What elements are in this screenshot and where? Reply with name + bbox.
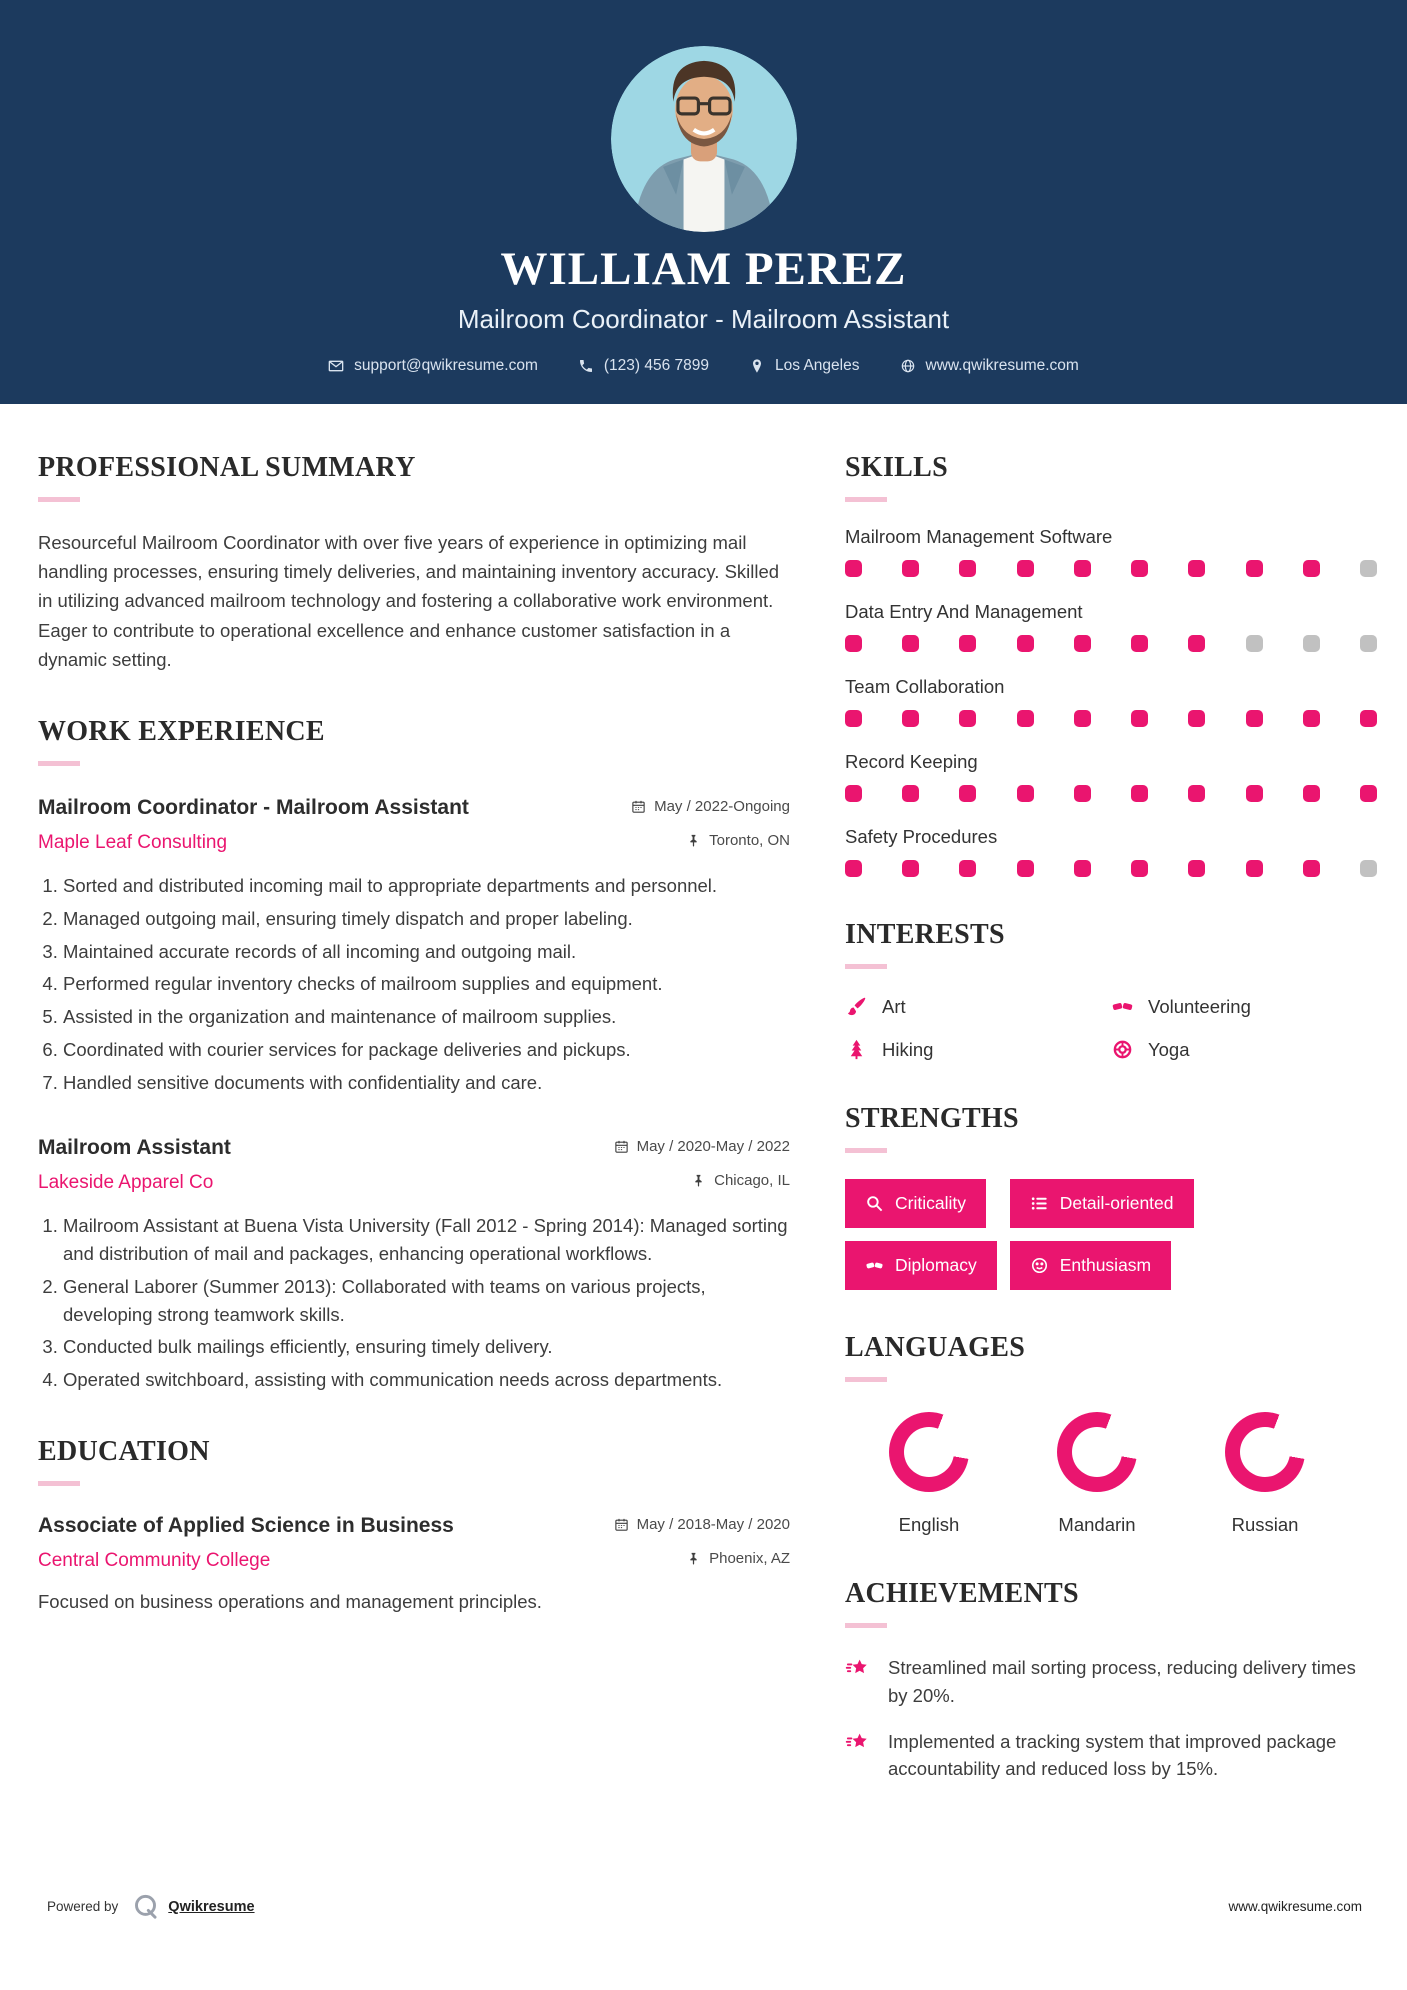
left-column <box>38 452 790 1825</box>
rating-dot-filled <box>1074 635 1091 652</box>
rating-dot-empty <box>1360 860 1377 877</box>
language-item <box>1181 1412 1349 1536</box>
rating-dot-filled <box>1131 710 1148 727</box>
pushpin-icon <box>691 1173 706 1188</box>
phone-icon <box>578 358 594 374</box>
heading-underline <box>38 497 80 502</box>
language-label: English <box>898 1514 960 1535</box>
language-label: Russian <box>1231 1514 1299 1535</box>
lifebuoy-icon <box>1111 1038 1134 1061</box>
heading-underline <box>38 761 80 766</box>
strength-chip <box>845 1179 986 1228</box>
rating-dot-filled <box>1074 785 1091 802</box>
contact-website[interactable] <box>900 357 1079 375</box>
achievement-text: Implemented a tracking system that improved package accountability and reduced loss by 15%. <box>888 1730 1337 1780</box>
skill-name: Record Keeping <box>845 751 978 772</box>
job-entry <box>38 1136 790 1394</box>
avatar <box>611 46 797 232</box>
rating-dot-filled <box>959 785 976 802</box>
job-title: Mailroom Coordinator - Mailroom Assistant <box>38 796 469 820</box>
rating-dot-filled <box>1303 785 1320 802</box>
skill-name: Mailroom Management Software <box>845 526 1113 547</box>
education-description: Focused on business operations and management principles. <box>38 1590 542 1612</box>
section-skills <box>845 452 1377 877</box>
education-location <box>686 1550 790 1567</box>
rating-dot-filled <box>845 710 862 727</box>
skill-rating <box>845 785 1377 802</box>
skill-item <box>845 601 1377 652</box>
job-location-text: Toronto, ON <box>709 832 790 850</box>
rating-dot-filled <box>845 560 862 577</box>
qwikresume-logo-icon <box>132 1893 159 1920</box>
experience-heading: WORK EXPERIENCE <box>38 716 325 748</box>
contact-location-text: Los Angeles <box>775 357 860 374</box>
rating-dot-filled <box>1074 710 1091 727</box>
language-progress-arc <box>1225 1412 1305 1492</box>
job-dates-text: May / 2022-Ongoing <box>654 798 790 816</box>
education-dates <box>614 1516 790 1533</box>
section-languages <box>845 1332 1377 1536</box>
rating-dot-filled <box>959 710 976 727</box>
rating-dot-filled <box>1360 785 1377 802</box>
rating-dot-filled <box>845 860 862 877</box>
rating-dot-empty <box>1360 560 1377 577</box>
job-bullet: 6. Coordinated with courier services for package deliveries and pickups. <box>63 1036 790 1064</box>
interest-item <box>1111 1038 1377 1061</box>
strength-chip <box>845 1241 997 1290</box>
interest-item <box>1111 995 1377 1018</box>
section-interests <box>845 919 1377 1061</box>
skill-rating <box>845 635 1377 652</box>
rating-dot-filled <box>1017 860 1034 877</box>
rating-dot-filled <box>1017 710 1034 727</box>
right-column <box>845 452 1377 1825</box>
candidate-name: WILLIAM PEREZ <box>500 243 907 295</box>
heading-underline <box>38 1481 80 1486</box>
pushpin-icon <box>686 1551 701 1566</box>
rating-dot-filled <box>959 860 976 877</box>
rating-dot-filled <box>1188 860 1205 877</box>
skill-rating <box>845 860 1377 877</box>
job-entry <box>38 796 790 1096</box>
heading-underline <box>845 497 887 502</box>
section-education <box>38 1436 790 1616</box>
strength-label: Detail-oriented <box>1059 1193 1174 1213</box>
rating-dot-empty <box>1303 635 1320 652</box>
education-heading: EDUCATION <box>38 1435 210 1467</box>
candidate-job-title: Mailroom Coordinator - Mailroom Assistant <box>457 304 950 334</box>
job-dates <box>614 1138 790 1155</box>
job-bullet: 2. General Laborer (Summer 2013): Collaborated with teams on various projects, developing strong teamwork skills. <box>63 1273 790 1329</box>
smiley-icon <box>1030 1256 1049 1275</box>
rating-dot-filled <box>902 785 919 802</box>
achievement-text: Streamlined mail sorting process, reducing delivery times by 20%. <box>888 1657 1356 1706</box>
job-bullet: 5. Assisted in the organization and maintenance of mailroom supplies. <box>63 1003 790 1031</box>
calendar-icon <box>631 799 646 814</box>
job-location-text: Chicago, IL <box>714 1172 790 1190</box>
interest-item <box>845 995 1111 1018</box>
job-bullet-list <box>38 1212 790 1394</box>
strength-chip <box>1010 1241 1171 1290</box>
rating-dot-filled <box>1360 710 1377 727</box>
job-location <box>691 1172 790 1189</box>
language-item <box>1013 1412 1181 1536</box>
contact-email[interactable] <box>328 357 538 375</box>
calendar-icon <box>614 1139 629 1154</box>
rating-dot-filled <box>902 635 919 652</box>
rating-dot-filled <box>1246 785 1263 802</box>
heading-underline <box>845 1148 887 1153</box>
job-bullet-list <box>38 872 790 1096</box>
summary-heading: PROFESSIONAL SUMMARY <box>38 452 416 483</box>
rating-dot-filled <box>1188 560 1205 577</box>
skill-item <box>845 751 1377 802</box>
strengths-heading: STRENGTHS <box>845 1103 1019 1134</box>
strength-label: Criticality <box>895 1193 966 1213</box>
shooting-star-icon <box>845 1730 872 1757</box>
rating-dot-empty <box>1360 635 1377 652</box>
handshake-icon <box>865 1256 884 1275</box>
rating-dot-filled <box>1131 860 1148 877</box>
footer-website[interactable]: www.qwikresume.com <box>1228 1899 1362 1914</box>
contact-email-text: support@qwikresume.com <box>354 357 538 374</box>
strength-chip <box>1010 1179 1194 1228</box>
rating-dot-filled <box>959 635 976 652</box>
rating-dot-filled <box>1246 710 1263 727</box>
tree-icon <box>845 1038 868 1061</box>
heading-underline <box>845 1623 887 1628</box>
contact-row <box>328 357 1079 375</box>
job-title: Mailroom Assistant <box>38 1136 231 1160</box>
section-professional-summary <box>38 452 790 674</box>
globe-icon <box>900 358 916 374</box>
magnifier-icon <box>865 1194 884 1213</box>
language-progress-arc <box>1057 1412 1137 1492</box>
job-dates-text: May / 2020-May / 2022 <box>636 1138 790 1156</box>
rating-dot-filled <box>1131 635 1148 652</box>
rating-dot-filled <box>1188 710 1205 727</box>
education-location-text: Phoenix, AZ <box>709 1549 790 1567</box>
contact-phone-text: (123) 456 7899 <box>603 357 710 374</box>
header-banner <box>0 0 1407 404</box>
envelope-icon <box>328 358 344 374</box>
achievement-item <box>845 1654 1377 1710</box>
rating-dot-filled <box>1017 635 1034 652</box>
section-work-experience <box>38 716 790 1394</box>
job-bullet: 3. Maintained accurate records of all incoming and outgoing mail. <box>63 938 790 966</box>
language-label: Mandarin <box>1058 1514 1136 1535</box>
skill-rating <box>845 560 1377 577</box>
job-location <box>686 832 790 849</box>
calendar-icon <box>614 1517 629 1532</box>
section-strengths <box>845 1103 1377 1290</box>
skill-rating <box>845 710 1377 727</box>
job-bullet: 4. Performed regular inventory checks of mailroom supplies and equipment. <box>63 970 790 998</box>
rating-dot-filled <box>1303 560 1320 577</box>
rating-dot-filled <box>1188 785 1205 802</box>
rating-dot-filled <box>1017 560 1034 577</box>
education-entry <box>38 1514 790 1616</box>
skill-item <box>845 526 1377 577</box>
heading-underline <box>845 964 887 969</box>
strength-label: Enthusiasm <box>1059 1255 1152 1275</box>
portrait-photo-icon <box>611 46 797 232</box>
rating-dot-filled <box>1303 710 1320 727</box>
contact-website-text: www.qwikresume.com <box>925 357 1079 374</box>
page-footer <box>47 1893 1362 1920</box>
language-progress-arc <box>889 1412 969 1492</box>
location-pin-icon <box>749 358 765 374</box>
rating-dot-empty <box>1246 635 1263 652</box>
heading-underline <box>845 1377 887 1382</box>
rating-dot-filled <box>1303 860 1320 877</box>
interest-label: Yoga <box>1148 1038 1190 1060</box>
pushpin-icon <box>686 833 701 848</box>
rating-dot-filled <box>902 860 919 877</box>
education-dates-text: May / 2018-May / 2020 <box>636 1515 790 1533</box>
rating-dot-filled <box>1246 560 1263 577</box>
job-bullet: 1. Mailroom Assistant at Buena Vista University (Fall 2012 - Spring 2014): Managed sorting and distribution of mail and packages, enhancing operational workflows. <box>63 1212 790 1268</box>
interest-label: Art <box>882 995 906 1017</box>
powered-by-label: Powered by <box>47 1899 119 1914</box>
job-bullet: 2. Managed outgoing mail, ensuring timely dispatch and proper labeling. <box>63 905 790 933</box>
skill-item <box>845 826 1377 877</box>
job-dates <box>631 798 790 815</box>
job-bullet: 7. Handled sensitive documents with confidentiality and care. <box>63 1069 790 1097</box>
skill-name: Team Collaboration <box>845 676 1005 697</box>
job-company: Maple Leaf Consulting <box>38 832 228 854</box>
rating-dot-filled <box>1074 860 1091 877</box>
rating-dot-filled <box>845 635 862 652</box>
rating-dot-filled <box>1131 785 1148 802</box>
job-company: Lakeside Apparel Co <box>38 1172 214 1194</box>
interest-item <box>845 1038 1111 1061</box>
rating-dot-filled <box>1246 860 1263 877</box>
rating-dot-filled <box>1188 635 1205 652</box>
interest-label: Volunteering <box>1148 995 1251 1017</box>
handshake-icon <box>1111 995 1134 1018</box>
interest-label: Hiking <box>882 1038 934 1060</box>
rating-dot-filled <box>1074 560 1091 577</box>
job-bullet: 1. Sorted and distributed incoming mail to appropriate departments and personnel. <box>63 872 790 900</box>
languages-heading: LANGUAGES <box>845 1332 1026 1363</box>
job-bullet: 3. Conducted bulk mailings efficiently, ensuring timely delivery. <box>63 1333 790 1361</box>
achievements-heading: ACHIEVEMENTS <box>845 1578 1079 1609</box>
shooting-star-icon <box>845 1656 872 1683</box>
skill-name: Data Entry And Management <box>845 601 1083 622</box>
paintbrush-icon <box>845 995 868 1018</box>
skills-heading: SKILLS <box>845 452 948 483</box>
rating-dot-filled <box>1017 785 1034 802</box>
interests-heading: INTERESTS <box>845 919 1005 950</box>
contact-phone[interactable] <box>578 357 709 375</box>
summary-text: Resourceful Mailroom Coordinator with over five years of experience in optimizing mail handling processes, ensuring timely deliveries, and maintaining inventory accuracy. Skilled in utilizing advanced mailroom technology and fostering a collaborative work environment. Eager to contribute to operational excellence and enhance customer satisfaction in a dynamic setting. <box>38 532 780 670</box>
skill-item <box>845 676 1377 727</box>
achievement-item <box>845 1728 1377 1784</box>
resume-body <box>0 404 1407 1825</box>
job-bullet: 4. Operated switchboard, assisting with communication needs across departments. <box>63 1366 790 1394</box>
section-achievements <box>845 1578 1377 1783</box>
list-icon <box>1030 1194 1049 1213</box>
rating-dot-filled <box>845 785 862 802</box>
degree-title: Associate of Applied Science in Business <box>38 1513 454 1537</box>
school-name: Central Community College <box>38 1549 271 1571</box>
skill-name: Safety Procedures <box>845 826 998 847</box>
rating-dot-filled <box>902 560 919 577</box>
contact-location <box>749 357 859 375</box>
language-item <box>845 1412 1013 1536</box>
qwikresume-brand-link[interactable]: Qwikresume <box>168 1898 255 1915</box>
rating-dot-filled <box>959 560 976 577</box>
strength-label: Diplomacy <box>895 1255 977 1275</box>
rating-dot-filled <box>1131 560 1148 577</box>
rating-dot-filled <box>902 710 919 727</box>
